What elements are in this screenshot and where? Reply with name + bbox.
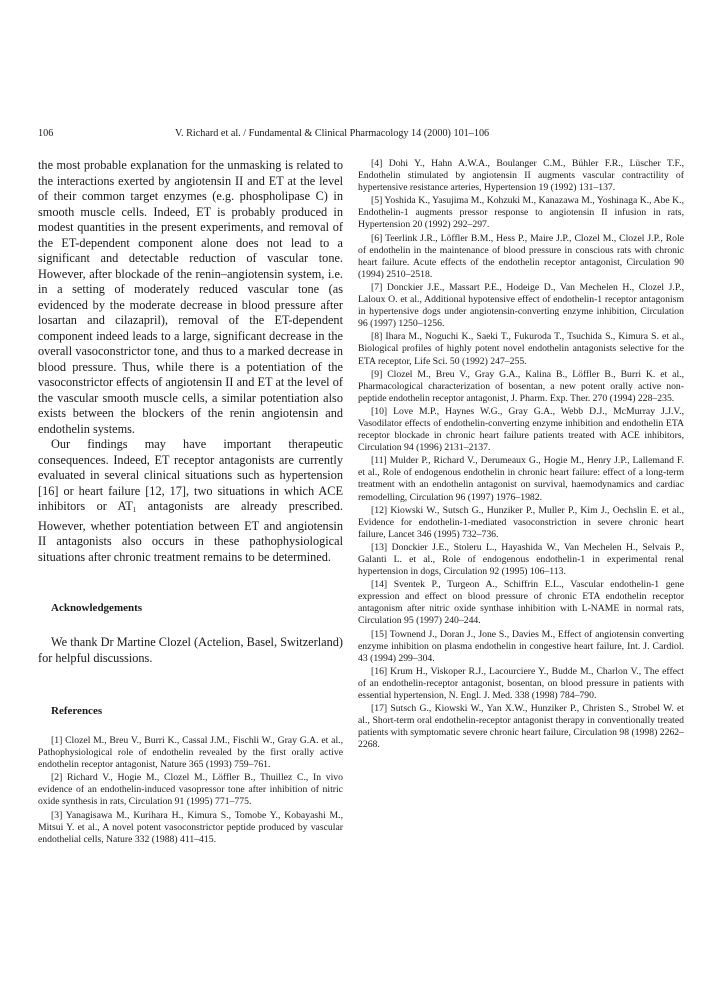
reference-item: [9] Clozel M., Breu V., Gray G.A., Kalina B., Löffler B., Burri K. et al., Pharmacological characterization of bosentan, a new potent orally active non-peptide endothelin receptor antagonist, J. Pharm. Exp. Ther. 270 (1994) 228–235. bbox=[358, 368, 684, 404]
reference-item: [16] Krum H., Viskoper R.J., Lacourciere Y., Budde M., Charlon V., The effect of an endothelin-receptor antagonist, bosentan, on blood pressure in patients with essential hypertension, N. Engl. J. Med. 338 (1998) 784–790. bbox=[358, 665, 684, 702]
paragraph-text: antagonists are already prescribed. However, whether potentiation between ET and angiotensin II antagonists also occurs in these pathophysiological situations after chronic treatment remains to be determined. bbox=[38, 499, 343, 564]
reference-item: [7] Donckier J.E., Massart P.E., Hodeige D., Van Mechelen H., Clozel J.P., Laloux O. et al., Additional hypotensive effect of endothelin-1 receptor antagonism in hypertensive dogs under angiotensin-converting enzyme inhibition, Circulation 96 (1997) 1250–1256. bbox=[358, 281, 684, 330]
reference-item: [4] Dohi Y., Hahn A.W.A., Boulanger C.M., Bühler F.R., Lüscher T.F., Endothelin stimulated by angiotensin II augments vascular contractility of hypertensive resistance arteries, Hypertension 19 (1992) 131–137. bbox=[358, 158, 684, 194]
acknowledgements-text: We thank Dr Martine Clozel (Actelion, Basel, Switzerland) for helpful discussions. bbox=[38, 635, 343, 665]
reference-item: [10] Love M.P., Haynes W.G., Gray G.A., Webb D.J., McMurray J.J.V., Vasodilator effects of endothelin-converting enzyme inhibition and endothelin ETA receptor blockade in chronic heart failure patients treated with ACE inhibitors, Circulation 94 (1996) 2131–2137. bbox=[358, 405, 684, 454]
reference-item: [2] Richard V., Hogie M., Clozel M., Löffler B., Thuillez C., In vivo evidence of an endothelin-induced vasopressor tone after inhibition of nitric oxide synthesis in rats, Circulation 91 (1995) 771–775. bbox=[38, 772, 343, 808]
reference-list-left bbox=[38, 735, 343, 846]
reference-item: [17] Sutsch G., Kiowski W., Yan X.W., Hunziker P., Christen S., Strobel W. et al., Short-term oral endothelin-receptor antagonist therapy in conventionally treated patients with symptomatic severe chronic heart failure, Circulation 98 (1998) 2262–2268. bbox=[358, 703, 684, 751]
body-paragraph bbox=[38, 437, 343, 565]
reference-item: [3] Yanagisawa M., Kurihara H., Kimura S., Tomobe Y., Kobayashi M., Mitsui Y. et al., A novel potent vasoconstrictor peptide produced by vascular endothelial cells, Nature 332 (1988) 411–415. bbox=[38, 809, 343, 845]
reference-item: [8] Ihara M., Noguchi K., Saeki T., Fukuroda T., Tsuchida S., Kimura S. et al., Biological profiles of highly potent novel endothelin antagonists selective for the ETA receptor, Life Sci. 50 (1992) 247–255. bbox=[358, 331, 684, 367]
subscript: 1 bbox=[132, 506, 137, 514]
reference-item: [13] Donckier J.E., Stoleru L., Hayashida W., Van Mechelen H., Selvais P., Galanti L. et al., Role of endogenous endothelin-1 in experimental renal hypertension in dogs, Circulation 92 (1995) 106–113. bbox=[358, 541, 684, 578]
body-paragraph: the most probable explanation for the unmasking is related to the interactions exerted by angiotensin II and ET at the level of their common target enzymes (e.g. phospholipase C) in smooth muscle cells. Indeed, ET is probably produced in modest quantities in the present experiments, and removal of the ET-dependent component alone does not lead to a significant and detectable reduction of vascular tone. However, after blockade of the renin–angiotensin system, i.e. in a setting of moderately reduced vascular tone (as evidenced by the moderate decrease in blood pressure after losartan and cilazapril), removal of the ET-dependent component indeed leads to a large, significant decrease in the overall vasoconstrictor tone, and thus to a marked decrease in blood pressure. Thus, while there is a potentiation of the vasoconstrictor effects of angiotensin II and ET at the level of the vascular smooth muscle cells, a similar potentiation also exists between the blockers of the renin angiotensin and endothelin systems. bbox=[38, 158, 343, 436]
reference-item: [6] Teerlink J.R., Löffler B.M., Hess P., Maire J.P., Clozel M., Clozel J.P., Role of endothelin in the maintenance of blood pressure in conscious rats with chronic heart failure. Acute effects of the endothelin receptor antagonist, Circulation 90 (1994) 2510–2518. bbox=[358, 232, 684, 280]
reference-item: [14] Sventek P., Turgeon A., Schiffrin E.L., Vascular endothelin-1 gene expression and effect on blood pressure of chronic ETA endothelin receptor antagonism after nitric oxide synthase inhibition with L-NAME in normal rats, Circulation 95 (1997) 240–244. bbox=[358, 579, 684, 627]
reference-item: [11] Mulder P., Richard V., Derumeaux G., Hogie M., Henry J.P., Lallemand F. et al., Role of endogenous endothelin in chronic heart failure: effect of a long-term treatment with an endothelin antagonist on survival, haemodynamics and cardiac remodelling, Circulation 96 (1997) 1976–1982. bbox=[358, 455, 684, 503]
running-header bbox=[38, 127, 684, 141]
reference-item: [5] Yoshida K., Yasujima M., Kohzuki M., Kanazawa M., Yoshinaga K., Abe K., Endothelin-1 augments pressor response to angiotensin II infusion in rats, Hypertension 20 (1992) 292–297. bbox=[358, 195, 684, 231]
page-number: 106 bbox=[38, 128, 54, 139]
reference-item: [15] Townend J., Doran J., Jone S., Davies M., Effect of angiotensin converting enzyme inhibition on plasma endothelin in congestive heart failure, Int. J. Cardiol. 43 (1994) 299–304. bbox=[358, 628, 684, 664]
references-heading: References bbox=[51, 705, 103, 717]
reference-item: [1] Clozel M., Breu V., Burri K., Cassal J.M., Fischli W., Gray G.A. et al., Pathophysiological role of endothelin revealed by the first orally active endothelin receptor antagonist, Nature 365 (1993) 759–761. bbox=[38, 735, 343, 771]
reference-item: [12] Kiowski W., Sutsch G., Hunziker P., Muller P., Kim J., Oechslin E. et al., Evidence for endothelin-1-mediated vasoconstriction in severe chronic heart failure, Lancet 346 (1995) 732–736. bbox=[358, 504, 684, 540]
reference-list-right bbox=[358, 158, 684, 752]
paragraph-text: Our findings may have important therapeutic consequences. Indeed, ET receptor antagonists are currently evaluated in several clinical situations such as hypertension [16] or heart failure [12, 17], two situations in which ACE inhibitors or AT bbox=[38, 437, 343, 513]
running-head: V. Richard et al. / Fundamental & Clinical Pharmacology 14 (2000) 101–106 bbox=[175, 128, 490, 139]
body-text bbox=[38, 158, 343, 565]
right-column bbox=[358, 158, 684, 753]
acknowledgements-heading: Acknowledgements bbox=[51, 602, 143, 614]
left-column bbox=[38, 158, 343, 847]
